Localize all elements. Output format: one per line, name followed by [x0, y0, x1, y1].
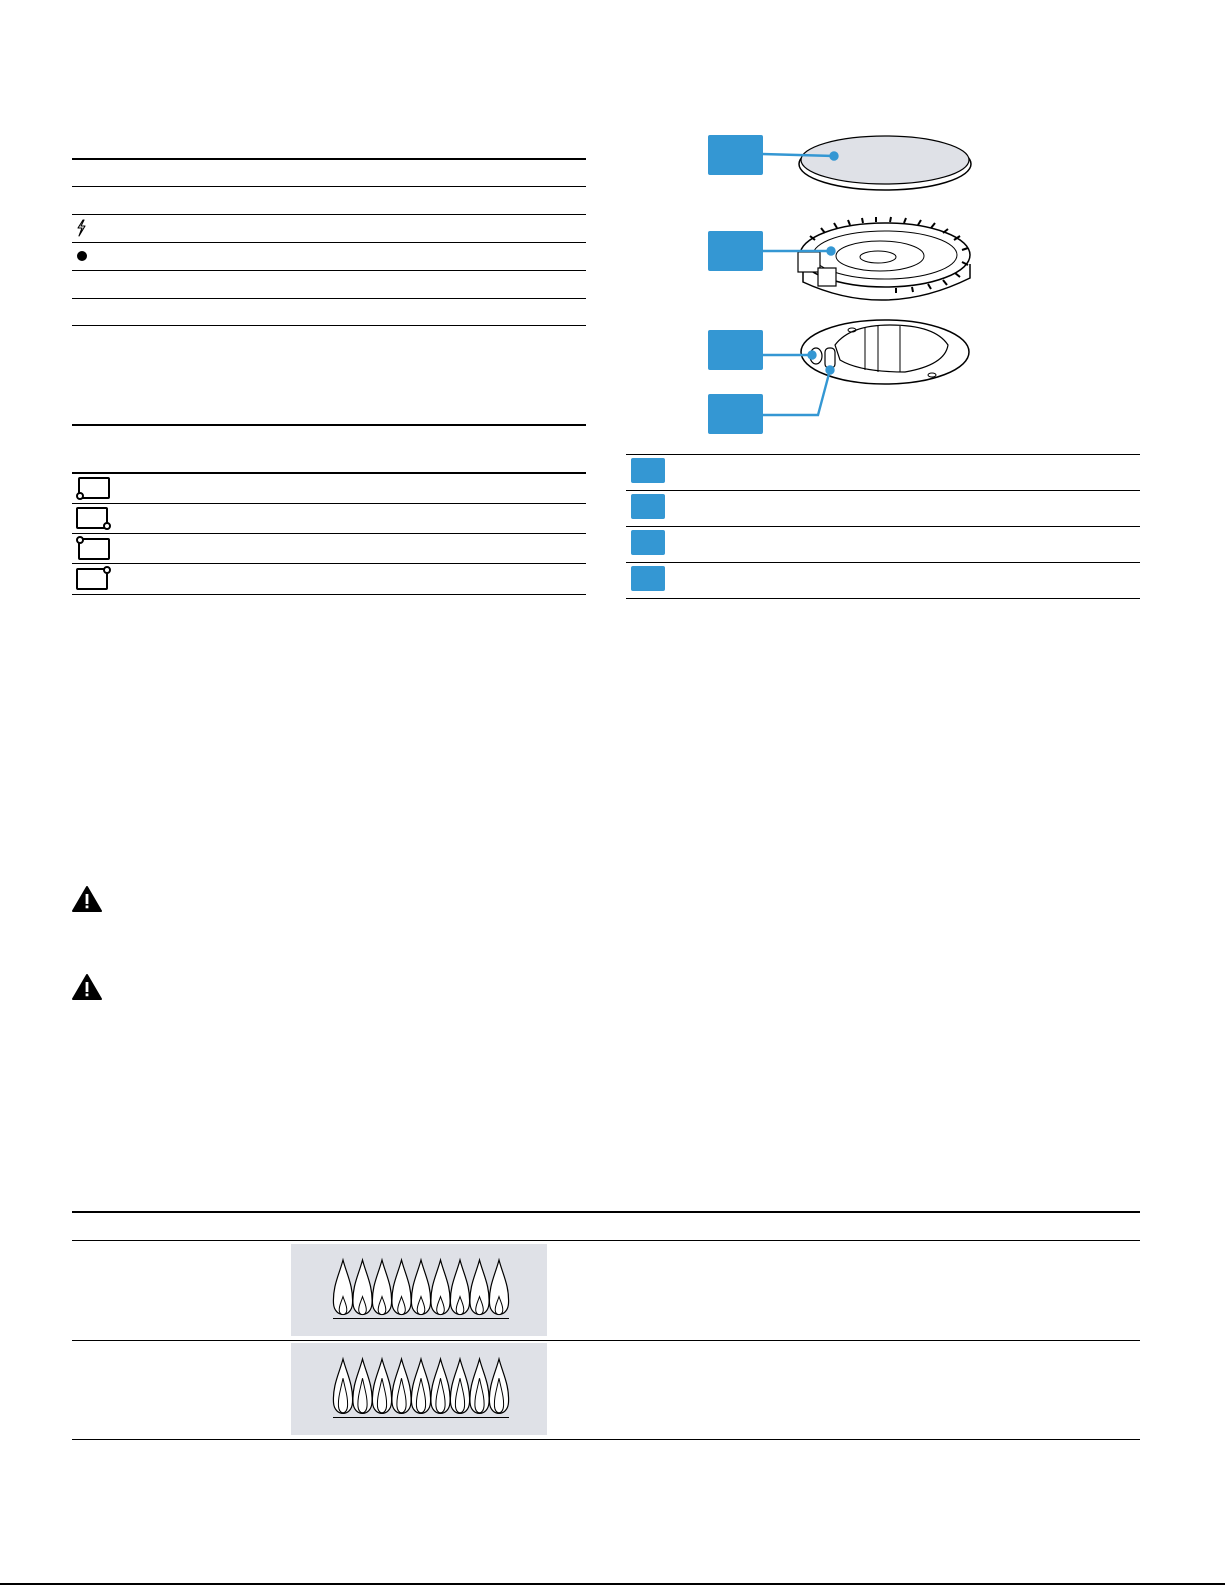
flame-illustration-small — [291, 1244, 547, 1336]
burner-exploded-diagram — [700, 120, 990, 440]
table-rule — [72, 214, 586, 215]
flame-icon — [411, 1260, 430, 1315]
flame-icon — [411, 1359, 430, 1413]
table-rule — [72, 298, 586, 299]
legend-badge — [631, 458, 665, 483]
flame-icon — [489, 1260, 508, 1315]
table-rule — [626, 526, 1140, 527]
table-rule — [72, 594, 586, 595]
flame-icon — [372, 1260, 391, 1315]
burner-base — [801, 320, 969, 384]
table-rule — [626, 598, 1140, 599]
flame-icon — [470, 1260, 489, 1315]
table-rule — [72, 1340, 1140, 1341]
table-rule — [72, 563, 586, 564]
flame-icon — [353, 1260, 372, 1315]
legend-badge — [631, 566, 665, 591]
flame-icon — [450, 1260, 469, 1315]
top-left-position-icon — [76, 536, 112, 560]
flame-icon — [353, 1359, 372, 1413]
table-rule — [626, 562, 1140, 563]
table-rule — [72, 533, 586, 534]
flame-icon — [372, 1359, 391, 1413]
warning-triangle-icon — [71, 885, 103, 913]
top-right-position-icon — [76, 566, 112, 590]
table-rule — [72, 424, 586, 426]
table-rule — [72, 1240, 1140, 1241]
flame-icon — [489, 1359, 508, 1413]
callout-badge — [708, 135, 763, 175]
table-rule — [626, 454, 1140, 455]
legend-badge — [631, 494, 665, 519]
flame-icon — [431, 1359, 450, 1413]
table-rule — [72, 503, 586, 504]
table-rule — [72, 1439, 1140, 1440]
callout-badge — [708, 330, 763, 370]
flame-icon — [450, 1359, 469, 1413]
filled-dot-icon — [72, 244, 92, 268]
table-rule — [72, 325, 586, 326]
flame-icon — [333, 1260, 352, 1315]
table-rule — [72, 158, 586, 160]
flame-spreader — [798, 217, 970, 300]
burner-cap — [799, 136, 971, 190]
table-rule — [626, 490, 1140, 491]
table-rule — [72, 1211, 1140, 1213]
table-rule — [72, 186, 586, 187]
flame-icon — [431, 1260, 450, 1315]
lightning-icon — [72, 216, 90, 240]
flame-icon — [333, 1359, 352, 1413]
callout-badge — [708, 231, 763, 271]
bottom-left-position-icon — [76, 477, 112, 501]
legend-badge — [631, 530, 665, 555]
flame-icon — [392, 1260, 411, 1315]
callout-badge — [708, 394, 763, 434]
table-rule — [72, 242, 586, 243]
table-rule — [72, 472, 586, 474]
warning-triangle-icon — [71, 973, 103, 1001]
flame-illustration-large — [291, 1343, 547, 1435]
table-rule — [72, 270, 586, 271]
flame-icon — [392, 1359, 411, 1413]
bottom-right-position-icon — [76, 507, 112, 531]
flame-icon — [470, 1359, 489, 1413]
